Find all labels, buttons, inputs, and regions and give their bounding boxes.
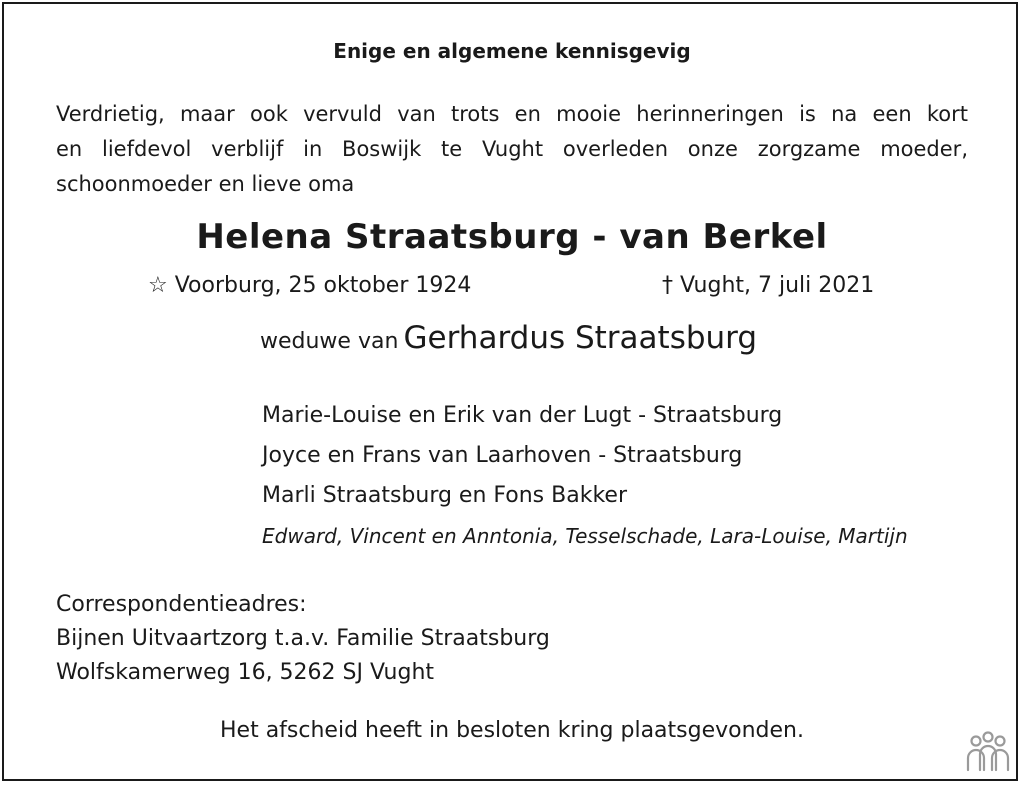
intro-line-2: en liefdevol verblijf in Boswijk te Vught overleden onze zorgzame moeder, bbox=[56, 137, 968, 161]
intro-line-3: schoonmoeder en lieve oma bbox=[56, 172, 355, 196]
notice-heading: Enige en algemene kennisgevig bbox=[333, 39, 691, 63]
family-member: Marli Straatsburg en Fons Bakker bbox=[262, 483, 627, 508]
widow-prefix: weduwe van bbox=[260, 329, 399, 354]
notice-intro bbox=[56, 97, 968, 202]
intro-line-1: Verdrietig, maar ook vervuld van trots en mooie herinneringen is na een kort bbox=[56, 102, 968, 126]
correspondence-address bbox=[56, 588, 550, 690]
death-info: † Vught, 7 juli 2021 bbox=[662, 273, 875, 298]
grandchildren: Edward, Vincent en Anntonia, Tesselschade, Lara-Louise, Martijn bbox=[262, 524, 908, 548]
closing-text: Het afscheid heeft in besloten kring plaatsgevonden. bbox=[220, 718, 804, 743]
deceased-name: Helena Straatsburg - van Berkel bbox=[196, 217, 828, 257]
family-list bbox=[262, 396, 908, 556]
family-people-icon bbox=[962, 730, 1014, 774]
birth-info: ☆ Voorburg, 25 oktober 1924 bbox=[148, 273, 472, 298]
widow-line bbox=[260, 318, 757, 362]
husband-name: Gerhardus Straatsburg bbox=[403, 320, 758, 356]
family-member: Marie-Louise en Erik van der Lugt - Straatsburg bbox=[262, 403, 783, 428]
address-line-1: Bijnen Uitvaartzorg t.a.v. Familie Straatsburg bbox=[56, 626, 550, 651]
address-line-2: Wolfskamerweg 16, 5262 SJ Vught bbox=[56, 660, 435, 685]
family-member: Joyce en Frans van Laarhoven - Straatsburg bbox=[262, 443, 743, 468]
address-label: Correspondentieadres: bbox=[56, 592, 307, 617]
